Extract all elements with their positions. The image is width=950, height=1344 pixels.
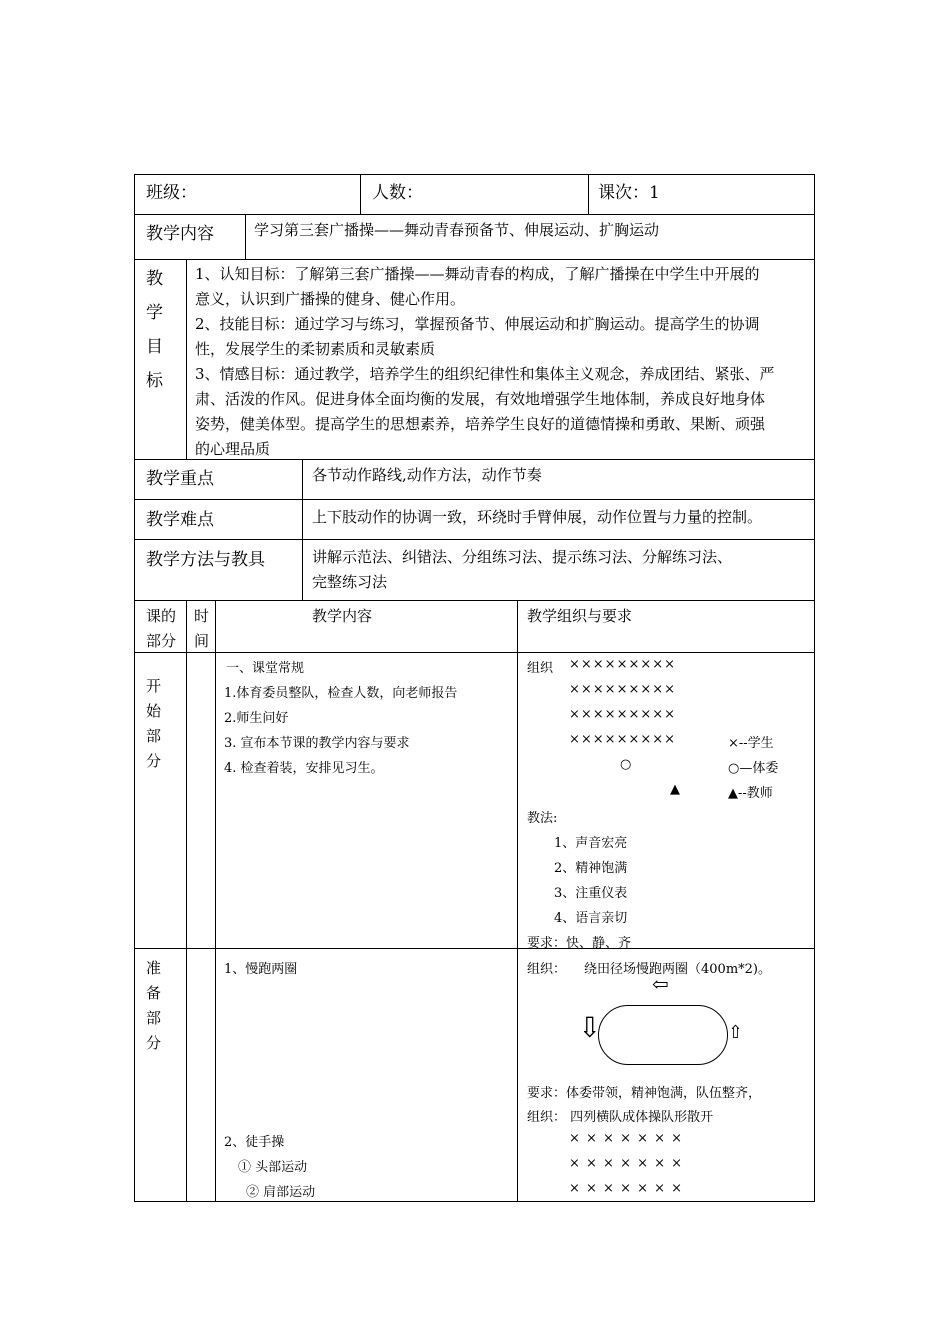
goals-label-char: 学 xyxy=(146,303,163,323)
prep-label-char: 部 xyxy=(146,1009,162,1027)
row-divider xyxy=(134,600,815,601)
track-oval xyxy=(598,1005,728,1065)
content-label: 教学内容 xyxy=(146,224,214,244)
start-item: 一、课堂常规 xyxy=(226,661,305,676)
prep-item: 1、慢跑两圈 xyxy=(224,962,298,977)
method-item: 2、精神饱满 xyxy=(554,861,628,876)
arrow-up-icon: ⇧ xyxy=(728,1022,744,1043)
method-item: 1、声音宏亮 xyxy=(554,836,628,851)
goal-line: 肃、活泼的作风。促进身体全面均衡的发展，有效地增强学生地体制，养成良好地身体 xyxy=(195,390,766,408)
table-border-right xyxy=(814,174,815,1202)
difficulties-label: 教学难点 xyxy=(146,510,214,530)
goals-label-char: 标 xyxy=(146,371,163,391)
start-requirement: 要求：快、静、齐 xyxy=(527,936,632,951)
table-border-bottom xyxy=(134,1201,815,1202)
prep-formation-row: × × × × × × × xyxy=(569,1131,684,1146)
col-divider xyxy=(517,600,518,1201)
col-divider xyxy=(245,214,246,259)
formation-row: ××××××××× xyxy=(569,682,677,697)
row-divider xyxy=(134,652,815,653)
goal-line: 的心理品质 xyxy=(195,440,271,458)
legend-student: ×--学生 xyxy=(728,736,774,751)
start-label-char: 分 xyxy=(146,752,162,770)
col-divider xyxy=(360,174,361,214)
goal-line: 1、认知目标：了解第三套广播操——舞动青春的构成，了解广播操在中学生中开展的 xyxy=(195,265,760,283)
lesson-number-label: 课次：1 xyxy=(598,183,660,203)
goal-line: 2、技能目标：通过学习与练习，掌握预备节、伸展运动和扩胸运动。提高学生的协调 xyxy=(195,315,760,333)
prep-label-char: 分 xyxy=(146,1034,162,1052)
row-divider xyxy=(134,214,815,215)
key-points-label: 教学重点 xyxy=(146,469,214,489)
prep-item: 2、徒手操 xyxy=(224,1135,285,1150)
monitor-circle-icon: ○ xyxy=(620,757,632,772)
methods-label: 教学方法与教具 xyxy=(146,550,265,570)
goals-label-char: 目 xyxy=(146,337,163,357)
prep-label-char: 准 xyxy=(146,959,162,977)
start-item: 1.体育委员整队，检查人数，向老师报告 xyxy=(224,686,458,701)
row-divider xyxy=(134,948,815,949)
start-label-char: 始 xyxy=(146,702,162,720)
header-org: 教学组织与要求 xyxy=(527,607,633,625)
methods-text-line1: 讲解示范法、纠错法、分组练习法、提示练习法、分解练习法、 xyxy=(312,548,733,566)
col-divider xyxy=(588,174,589,214)
formation-row: ××××××××× xyxy=(569,732,677,747)
start-item: 3. 宣布本节课的教学内容与要求 xyxy=(224,736,410,751)
formation-row: ××××××××× xyxy=(569,707,677,722)
col-divider xyxy=(186,600,187,1201)
start-item: 4. 检查着装，安排见习生。 xyxy=(224,761,384,776)
col-divider xyxy=(302,459,303,600)
legend-teacher: ▲--教师 xyxy=(728,786,773,801)
prep-subitem: ① 头部运动 xyxy=(238,1160,308,1175)
header-time-1: 时 xyxy=(194,607,210,625)
goals-label-char: 教 xyxy=(146,269,163,289)
method-item: 3、注重仪表 xyxy=(554,886,628,901)
prep-org-text: 绕田径场慢跑两圈（400m*2)。 xyxy=(584,962,771,977)
prep-formation-row: × × × × × × × xyxy=(569,1156,684,1171)
start-label-char: 部 xyxy=(146,727,162,745)
class-label: 班级： xyxy=(146,183,197,203)
prep-subitem: ② 肩部运动 xyxy=(246,1185,316,1200)
arrow-down-icon: ⇩ xyxy=(578,1011,602,1044)
org-label: 组织 xyxy=(527,661,554,676)
method-item: 4、语言亲切 xyxy=(554,911,628,926)
start-item: 2.师生问好 xyxy=(224,711,289,726)
prep-org-label: 组织： xyxy=(527,962,567,977)
student-count-label: 人数： xyxy=(372,183,423,203)
goal-line: 性，发展学生的柔韧素质和灵敏素质 xyxy=(195,340,436,358)
content-text: 学习第三套广播操——舞动青春预备节、伸展运动、扩胸运动 xyxy=(254,221,660,239)
header-content: 教学内容 xyxy=(312,607,373,625)
col-divider xyxy=(186,259,187,459)
prep-org2: 组织： 四列横队成体操队形散开 xyxy=(527,1110,714,1125)
start-label-char: 开 xyxy=(146,677,162,695)
method-label: 教法: xyxy=(527,811,558,826)
arrow-left-icon: ⇦ xyxy=(652,972,669,996)
key-points-text: 各节动作路线,动作方法，动作节奏 xyxy=(312,466,542,484)
methods-text-line2: 完整练习法 xyxy=(312,573,388,591)
header-part-1: 课的 xyxy=(146,607,177,625)
table-border-left xyxy=(134,174,135,1202)
difficulties-text: 上下肢动作的协调一致，环绕时手臂伸展，动作位置与力量的控制。 xyxy=(312,508,763,526)
row-divider xyxy=(134,539,815,540)
prep-formation-row: × × × × × × × xyxy=(569,1181,684,1196)
header-part-2: 部分 xyxy=(146,632,177,650)
teacher-triangle-icon: ▲ xyxy=(670,782,680,797)
header-time-2: 间 xyxy=(194,632,210,650)
prep-label-char: 备 xyxy=(146,984,162,1002)
formation-row: ××××××××× xyxy=(569,657,677,672)
goal-line: 意义，认识到广播操的健身、健心作用。 xyxy=(195,290,466,308)
table-border-top xyxy=(134,174,815,175)
row-divider xyxy=(134,259,815,260)
goal-line: 姿势，健美体型。提高学生的思想素养，培养学生良好的道德情操和勇敢、果断、顽强 xyxy=(195,415,766,433)
col-divider xyxy=(215,600,216,1201)
row-divider xyxy=(134,499,815,500)
goal-line: 3、情感目标：通过教学，培养学生的组织纪律性和集体主义观念，养成团结、紧张、严 xyxy=(195,365,775,383)
legend-monitor: ○—体委 xyxy=(728,761,779,776)
row-divider xyxy=(134,459,815,460)
prep-requirement: 要求：体委带领，精神饱满，队伍整齐， xyxy=(527,1086,762,1101)
